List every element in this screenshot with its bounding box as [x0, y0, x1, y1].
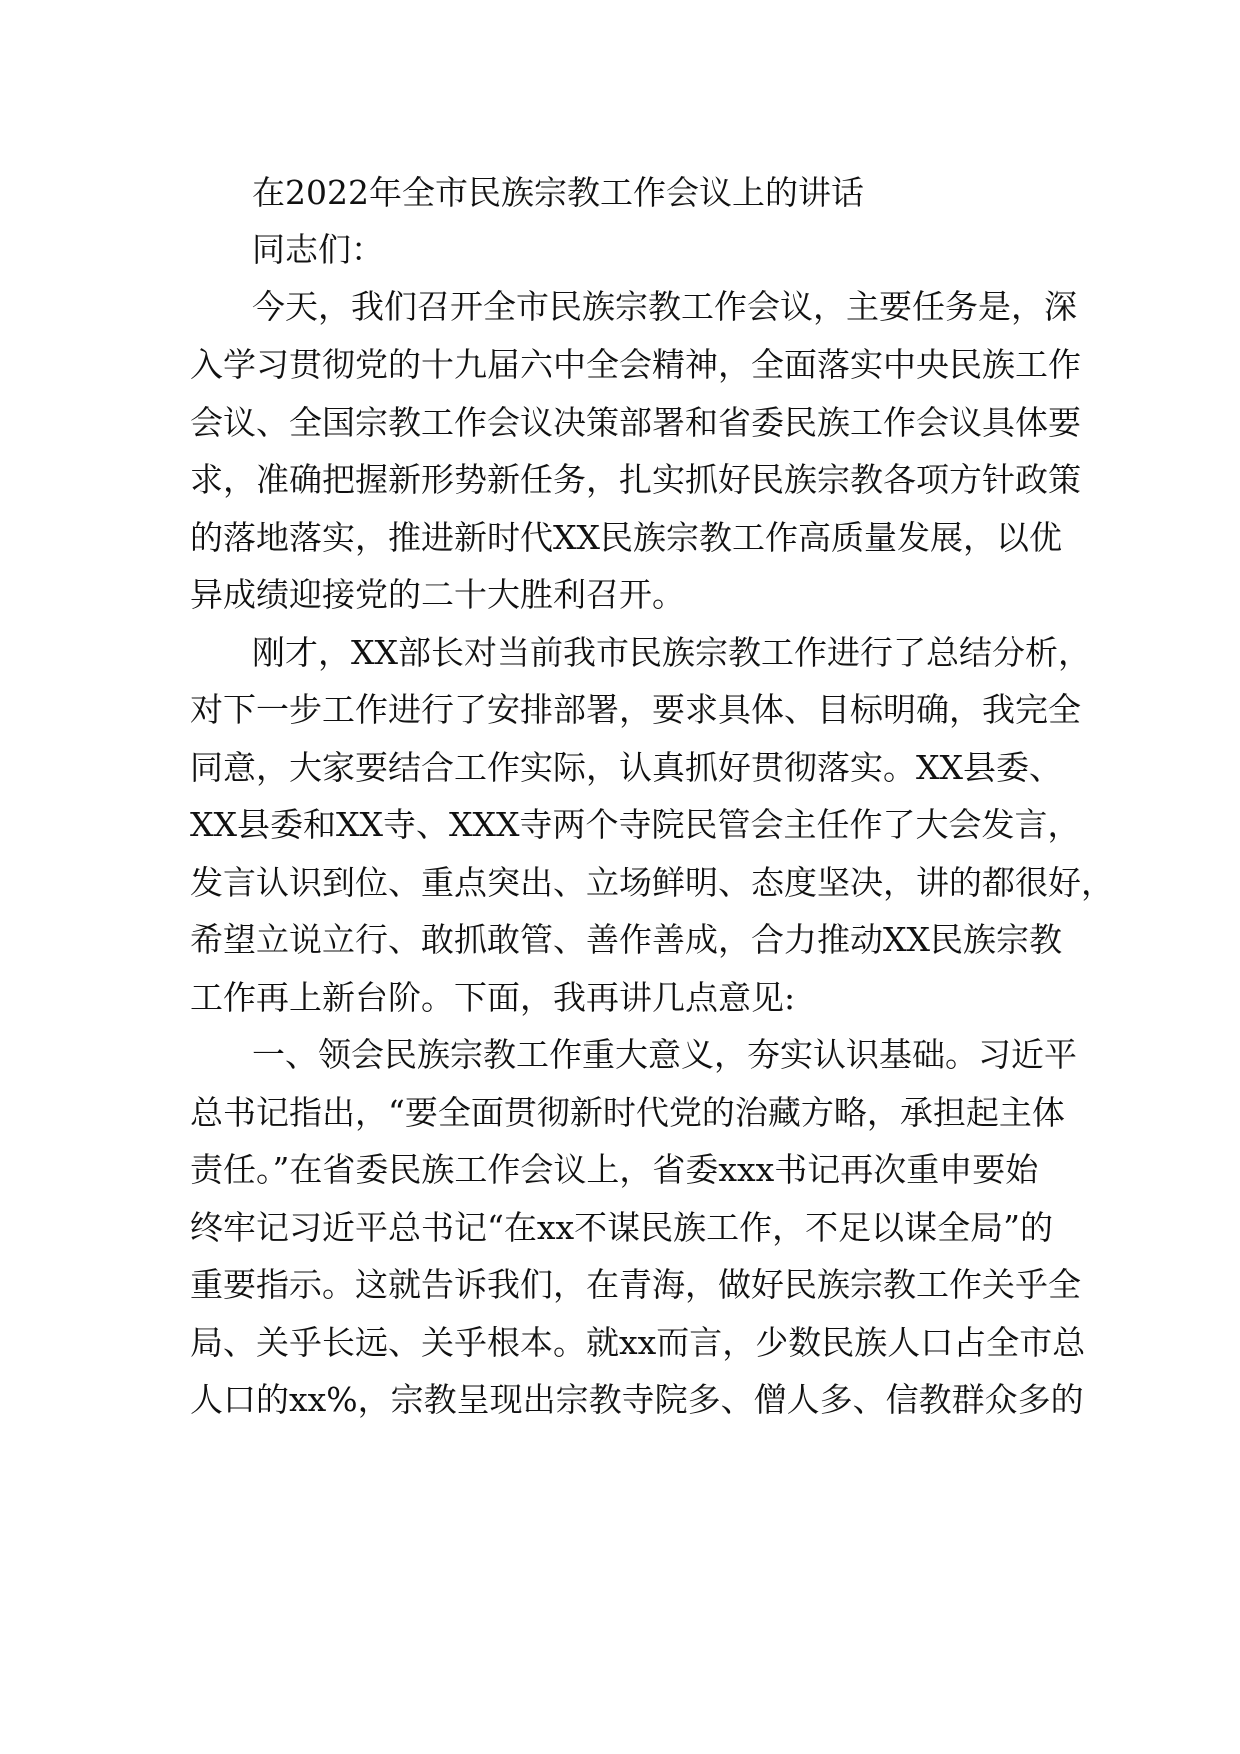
salutation: 同志们： — [252, 230, 384, 269]
paragraph-line: XX县委和XX寺、XXX寺两个寺院民管会主任作了大会发言， — [190, 805, 1081, 844]
paragraph-line: 责任。”在省委民族工作会议上，省委xxx书记再次重申要始 — [190, 1150, 1039, 1189]
paragraph-line: 局、关乎长远、关乎根本。就xx而言，少数民族人口占全市总 — [190, 1323, 1086, 1362]
paragraph-line: 希望立说立行、敢抓敢管、善作善成，合力推动XX民族宗教 — [190, 920, 1062, 959]
paragraph-line: 发言认识到位、重点突出、立场鲜明、态度坚决，讲的都很好， — [190, 863, 1114, 902]
paragraph-line: 终牢记习近平总书记“在xx不谋民族工作，不足以谋全局”的 — [190, 1208, 1053, 1247]
paragraph-line: 刚才，XX部长对当前我市民族宗教工作进行了总结分析， — [252, 633, 1091, 672]
paragraph-line: 对下一步工作进行了安排部署，要求具体、目标明确，我完全 — [190, 690, 1081, 729]
paragraph-line: 一、领会民族宗教工作重大意义，夯实认识基础。习近平 — [252, 1035, 1077, 1074]
paragraph-line: 会议、全国宗教工作会议决策部署和省委民族工作会议具体要 — [190, 403, 1081, 442]
paragraph-line: 异成绩迎接党的二十大胜利召开。 — [190, 575, 685, 614]
paragraph-line: 求，准确把握新形势新任务，扎实抓好民族宗教各项方针政策 — [190, 460, 1081, 499]
paragraph-line: 总书记指出，“要全面贯彻新时代党的治藏方略，承担起主体 — [190, 1093, 1065, 1132]
paragraph-line: 重要指示。这就告诉我们，在青海，做好民族宗教工作关乎全 — [190, 1265, 1081, 1304]
paragraph-line: 工作再上新台阶。下面，我再讲几点意见: — [190, 978, 796, 1017]
paragraph-line: 今天，我们召开全市民族宗教工作会议，主要任务是，深 — [252, 287, 1077, 326]
paragraph-line: 的落地落实，推进新时代XX民族宗教工作高质量发展，以优 — [190, 518, 1062, 557]
document-title: 在2022年全市民族宗教工作会议上的讲话 — [252, 173, 864, 212]
paragraph-line: 人口的xx%，宗教呈现出宗教寺院多、僧人多、信教群众多的 — [190, 1380, 1084, 1419]
paragraph-line: 同意，大家要结合工作实际，认真抓好贯彻落实。XX县委、 — [190, 748, 1062, 787]
paragraph-line: 入学习贯彻党的十九届六中全会精神，全面落实中央民族工作 — [190, 345, 1081, 384]
